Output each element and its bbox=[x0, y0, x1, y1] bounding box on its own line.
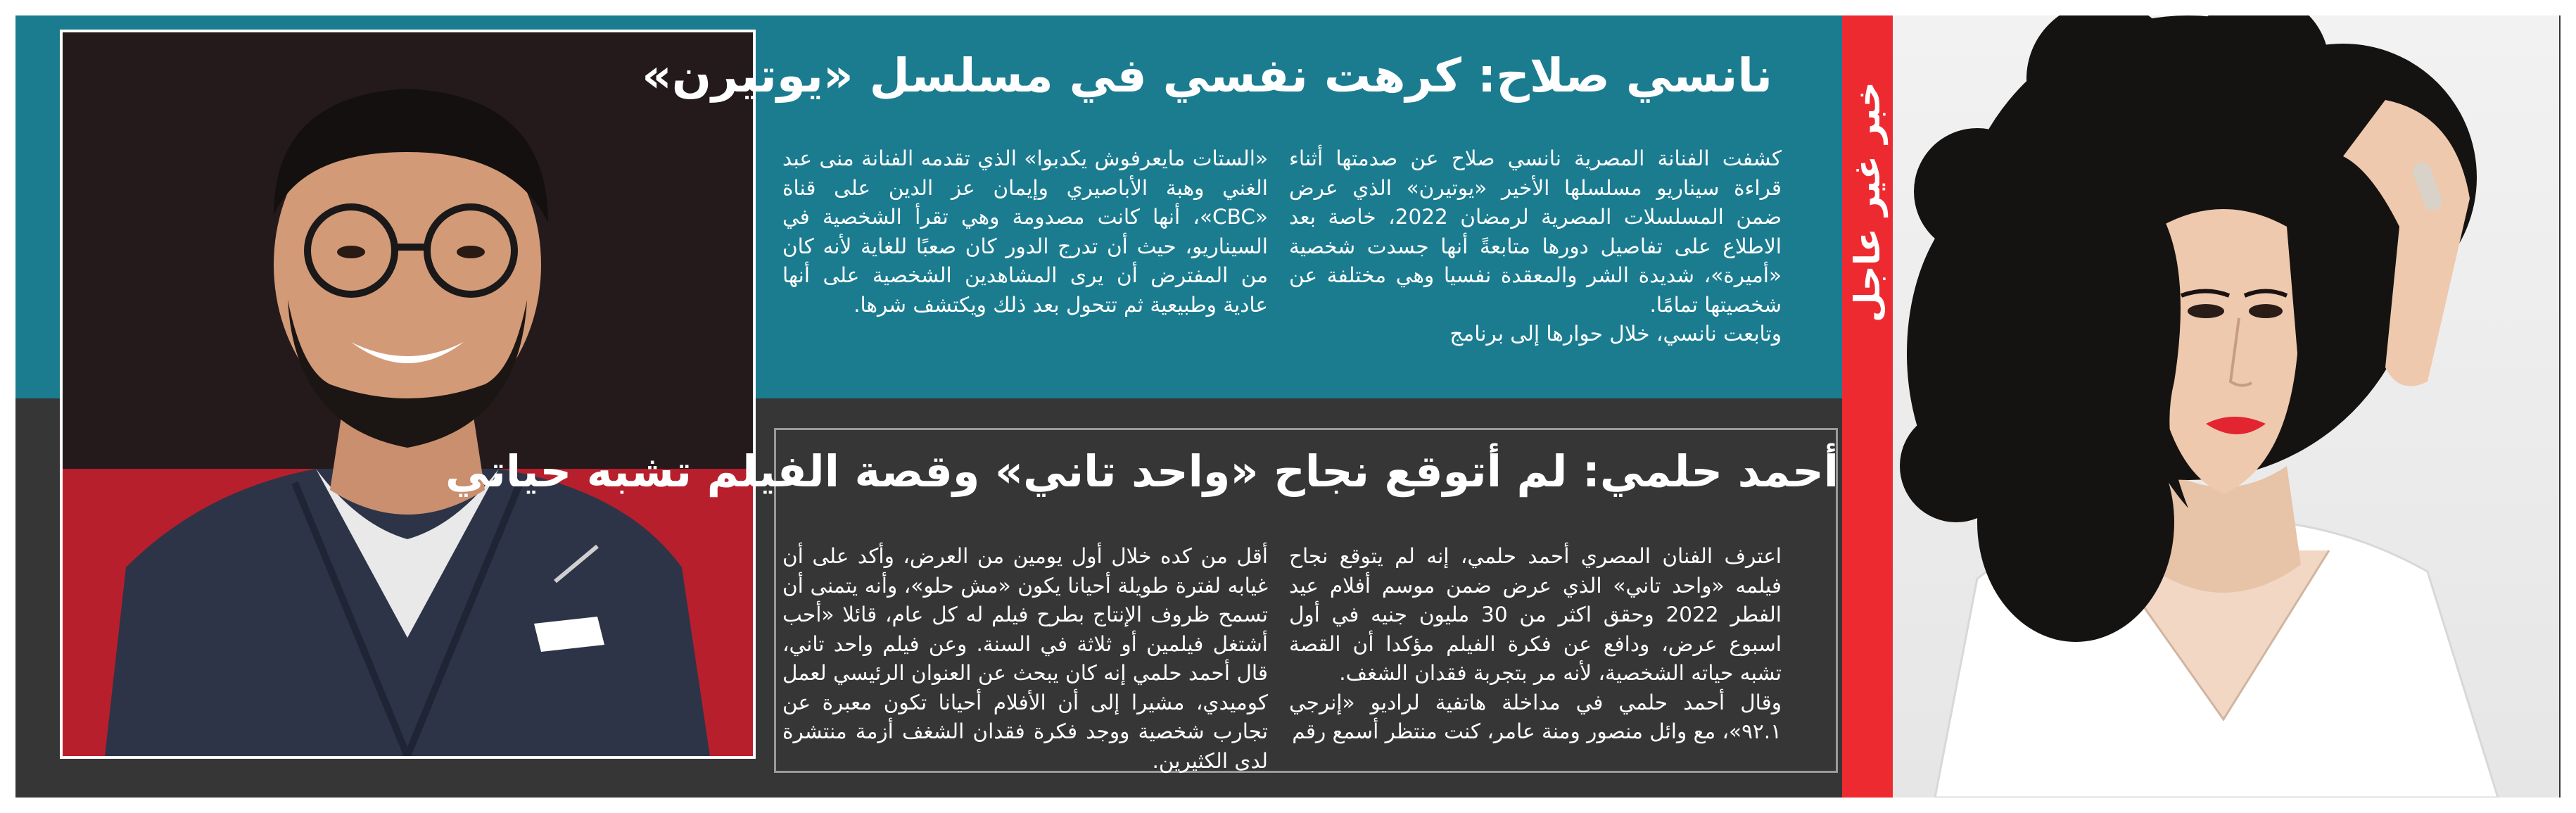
section-tag bbox=[1842, 15, 1893, 798]
story2-paragraph: وقال أحمد حلمي في مداخلة هاتفية لراديو «إنرجي ٩٢.١»، مع وائل منصور ومنة عامر، كنت منتظر أسمع رقم bbox=[1289, 690, 1782, 743]
woman-illustration bbox=[1893, 15, 2559, 798]
man-illustration bbox=[63, 32, 753, 756]
story1-paragraph: «الستات مايعرفوش يكدبوا» الذي تقدمه الفنانة منى عبد الغني وهبة الأباصيري وإيمان عز الدين على قناة «CBC»، أنها كانت مصدومة وهي تقرأ الشخصية في السيناريو، حيث أن تدرج الدور كان صعبًا للغاية لأنه كان من المفترض أن يرى المشاهدين الشخصية على أنها عادية وطبيعية ثم تتحول بعد ذلك ويكتشف شرها. bbox=[782, 146, 1268, 317]
story2-headline: أحمد حلمي: لم أتوقع نجاح «واحد تاني» وقصة الفيلم تشبه حياتي bbox=[445, 446, 1839, 497]
section-tag-label: خبر غير عاجل bbox=[1847, 82, 1888, 322]
story1-paragraph: وتابعت نانسي، خلال حوارها إلى برنامج bbox=[1449, 322, 1782, 346]
story2-column-left bbox=[782, 542, 1268, 776]
story2-column-right bbox=[1289, 542, 1782, 747]
photo-nancy-salah bbox=[1893, 15, 2559, 798]
story1-headline: نانسي صلاح: كرهت نفسي في مسلسل «يوتيرن» bbox=[642, 49, 1772, 103]
story1-column-left bbox=[782, 144, 1268, 320]
story2-paragraph: أقل من كده خلال أول يومين من العرض، وأكد على أن غيابه لفترة طويلة أحيانا يكون «مش حلو»، وأنه يتمنى أن تسمح ظروف الإنتاج بطرح فيلم له كل عام، قائلا «أحب أشتغل فيلمين أو ثلاثة في السنة. وعن فيلم واحد تاني، قال أحمد حلمي إنه كان يبحث عن العنوان الرئيسي لعمل كوميدي، مشيرا إلى أن الأفلام أحيانا تكون معبرة عن تجارب شخصية ووجد فكرة فقدان الشغف أزمة منتشرة لدى الكثيرين. bbox=[782, 544, 1268, 773]
story1-paragraph: كشفت الفنانة المصرية نانسي صلاح عن صدمتها أثناء قراءة سيناريو مسلسلها الأخير «يوتيرن» الذي عرض ضمن المسلسلات المصرية لرمضان 2022، خاصة بعد الاطلاع على تفاصيل دورها متابعةً أنها جسدت شخصية «أميرة»، شديدة الشر والمعقدة نفسيا وهي مختلفة عن شخصيتها تمامًا. bbox=[1289, 146, 1782, 317]
story1-column-right bbox=[1289, 144, 1782, 349]
story2-paragraph: اعترف الفنان المصري أحمد حلمي، إنه لم يتوقع نجاح فيلمه «واحد تاني» الذي عرض ضمن موسم أفلام عيد الفطر 2022 وحقق اكثر من 30 مليون جنيه في أول اسبوع عرض، ودافع عن فكرة الفيلم مؤكدا أن القصة تشبه حياته الشخصية، لأنه مر بتجربة فقدان الشغف. bbox=[1289, 544, 1782, 685]
photo-ahmed-helmy bbox=[60, 30, 756, 759]
